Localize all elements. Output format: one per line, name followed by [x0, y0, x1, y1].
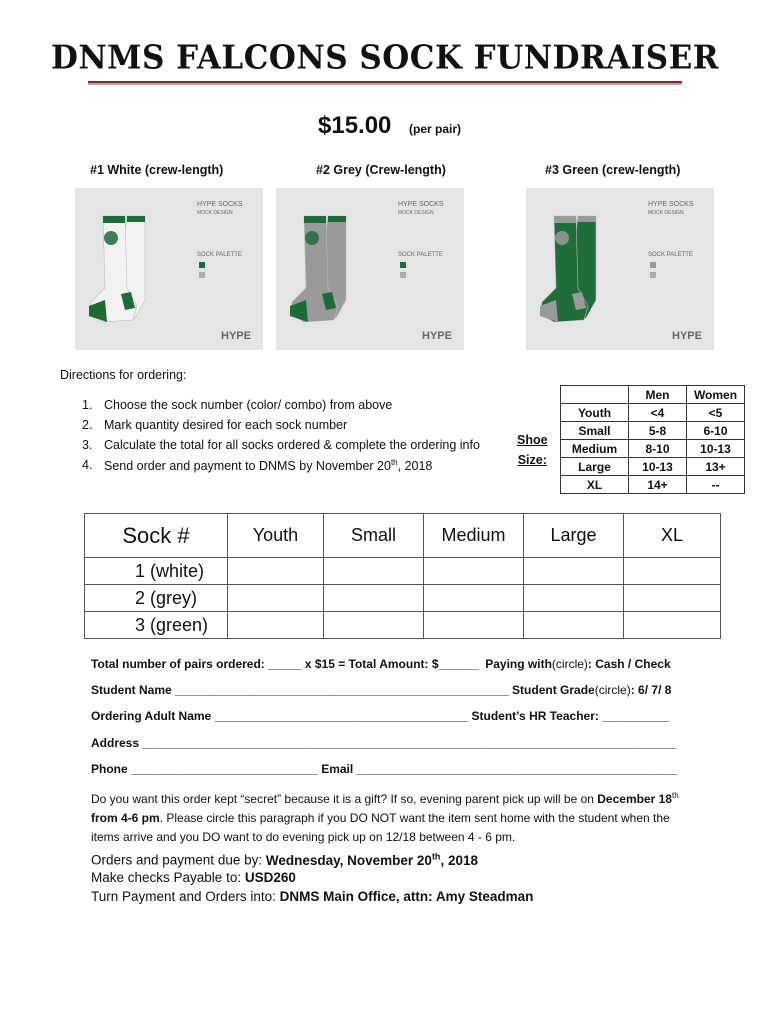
mockup-palette-text: SOCK PALETTE: [398, 252, 443, 258]
shoe-cell: Large: [561, 458, 629, 476]
order-row-label: 3 (green): [85, 612, 228, 639]
shoe-cell: --: [687, 476, 745, 494]
shoe-cell: 10-13: [687, 440, 745, 458]
shoe-cell: Medium: [561, 440, 629, 458]
shoe-cell: Small: [561, 422, 629, 440]
quantity-cell[interactable]: [228, 612, 324, 639]
order-row-label: 1 (white): [85, 558, 228, 585]
palette-swatch-primary: [650, 262, 656, 268]
table-row: [85, 558, 721, 585]
front-sock-band: [554, 216, 576, 223]
shoe-header-cell: [561, 386, 629, 404]
quantity-cell[interactable]: [624, 558, 721, 585]
order-table: [84, 513, 721, 639]
total-line[interactable]: Total number of pairs ordered: _____ x $15 = Total Amount: $______ Paying with(circle): Cash / Check: [91, 657, 671, 671]
quantity-cell[interactable]: [524, 558, 624, 585]
address-line[interactable]: Address ________________________________________________________________________________: [91, 736, 677, 750]
front-sock-band: [103, 216, 125, 223]
quantity-cell[interactable]: [424, 612, 524, 639]
page-title: DNMS FALCONS SOCK FUNDRAISER: [50, 39, 720, 77]
student-line[interactable]: Student Name __________________________________________________ Student Grade(circle): 6/ 7/ 8: [91, 683, 672, 697]
quantity-cell[interactable]: [424, 585, 524, 612]
quantity-cell[interactable]: [524, 585, 624, 612]
step-item: 1. Choose the sock number (color/ combo) from above: [82, 398, 393, 412]
palette-swatch-secondary: [650, 272, 656, 278]
checks-line: Make checks Payable to: USD260: [91, 870, 296, 885]
quantity-cell[interactable]: [424, 558, 524, 585]
mockup-hype-logo: HYPE: [422, 330, 452, 342]
falcon-logo-mark: [104, 231, 118, 245]
back-sock-band: [578, 216, 596, 222]
order-header-xl: XL: [624, 514, 721, 558]
shoe-cell: XL: [561, 476, 629, 494]
step-item: 4. Send order and payment to DNMS by November 20th, 2018: [82, 458, 433, 474]
shoe-cell: Youth: [561, 404, 629, 422]
sock-caption-grey: #2 Grey (Crew-length): [316, 163, 446, 177]
order-header-large: Large: [524, 514, 624, 558]
order-header-medium: Medium: [424, 514, 524, 558]
order-header-small: Small: [324, 514, 424, 558]
shoe-cell: 10-13: [629, 458, 687, 476]
mockup-design-text: MOCK DESIGN: [197, 210, 233, 216]
mockup-palette-text: SOCK PALETTE: [648, 252, 693, 258]
palette-swatch-primary: [199, 262, 205, 268]
sock-image-grey: [276, 188, 464, 350]
quantity-cell[interactable]: [324, 612, 424, 639]
turn-in-line: Turn Payment and Orders into: DNMS Main Office, attn: Amy Steadman: [91, 889, 534, 904]
directions-label: Directions for ordering:: [60, 368, 187, 382]
shoe-size-label: Shoe Size:: [517, 433, 548, 467]
phone-line[interactable]: Phone ____________________________ Email ________________________________________________: [91, 762, 677, 776]
mockup-hype-logo: HYPE: [672, 330, 702, 342]
table-row: [85, 612, 721, 639]
mockup-brand-text: HYPE SOCKS: [398, 201, 444, 208]
order-header-sock: Sock #: [85, 514, 228, 558]
palette-swatch-secondary: [400, 272, 406, 278]
directions-list: [82, 398, 480, 478]
shoe-cell: 6-10: [687, 422, 745, 440]
quantity-cell[interactable]: [624, 612, 721, 639]
adult-line[interactable]: Ordering Adult Name ______________________________________ Student’s HR Teacher: __________: [91, 709, 669, 723]
shoe-header-cell: Men: [629, 386, 687, 404]
table-row: [85, 585, 721, 612]
shoe-cell: 8-10: [629, 440, 687, 458]
due-date-line: Orders and payment due by: Wednesday, November 20th, 2018: [91, 851, 478, 868]
order-row-label: 2 (grey): [85, 585, 228, 612]
sock-image-white: [75, 188, 263, 350]
shoe-cell: <5: [687, 404, 745, 422]
quantity-cell[interactable]: [524, 612, 624, 639]
price: $15.00: [318, 112, 392, 139]
sock-caption-white: #1 White (crew-length): [90, 163, 224, 177]
sock-caption-green: #3 Green (crew-length): [545, 163, 681, 177]
mockup-hype-logo: HYPE: [221, 330, 251, 342]
shoe-size-table: [560, 385, 745, 494]
shoe-cell: <4: [629, 404, 687, 422]
shoe-cell: 13+: [687, 458, 745, 476]
palette-swatch-primary: [400, 262, 406, 268]
title-divider: [88, 81, 682, 85]
mockup-design-text: MOCK DESIGN: [648, 210, 684, 216]
sock-image-green: [526, 188, 714, 350]
mockup-design-text: MOCK DESIGN: [398, 210, 434, 216]
front-sock-band: [304, 216, 326, 223]
quantity-cell[interactable]: [324, 558, 424, 585]
price-unit: (per pair): [409, 122, 462, 136]
mockup-brand-text: HYPE SOCKS: [648, 201, 694, 208]
quantity-cell[interactable]: [228, 585, 324, 612]
quantity-cell[interactable]: [324, 585, 424, 612]
shoe-header-cell: Women: [687, 386, 745, 404]
shoe-cell: 14+: [629, 476, 687, 494]
falcon-logo-mark: [555, 231, 569, 245]
palette-swatch-secondary: [199, 272, 205, 278]
secret-paragraph: Do you want this order kept “secret” because it is a gift? If so, evening parent pick up will be on December 18th from 4-6 pm. Please circle this paragraph if you DO NOT want the item sent home with the student when the items arrive and you DO want to do evening pick up on 12/18 between 4 - 6 pm.: [91, 791, 679, 844]
falcon-logo-mark: [305, 231, 319, 245]
mockup-brand-text: HYPE SOCKS: [197, 201, 243, 208]
quantity-cell[interactable]: [228, 558, 324, 585]
shoe-cell: 5-8: [629, 422, 687, 440]
quantity-cell[interactable]: [624, 585, 721, 612]
step-item: 2. Mark quantity desired for each sock number: [82, 418, 348, 432]
mockup-palette-text: SOCK PALETTE: [197, 252, 242, 258]
step-item: 3. Calculate the total for all socks ordered & complete the ordering info: [82, 438, 480, 452]
back-sock-band: [127, 216, 145, 222]
back-sock-band: [328, 216, 346, 222]
order-header-youth: Youth: [228, 514, 324, 558]
